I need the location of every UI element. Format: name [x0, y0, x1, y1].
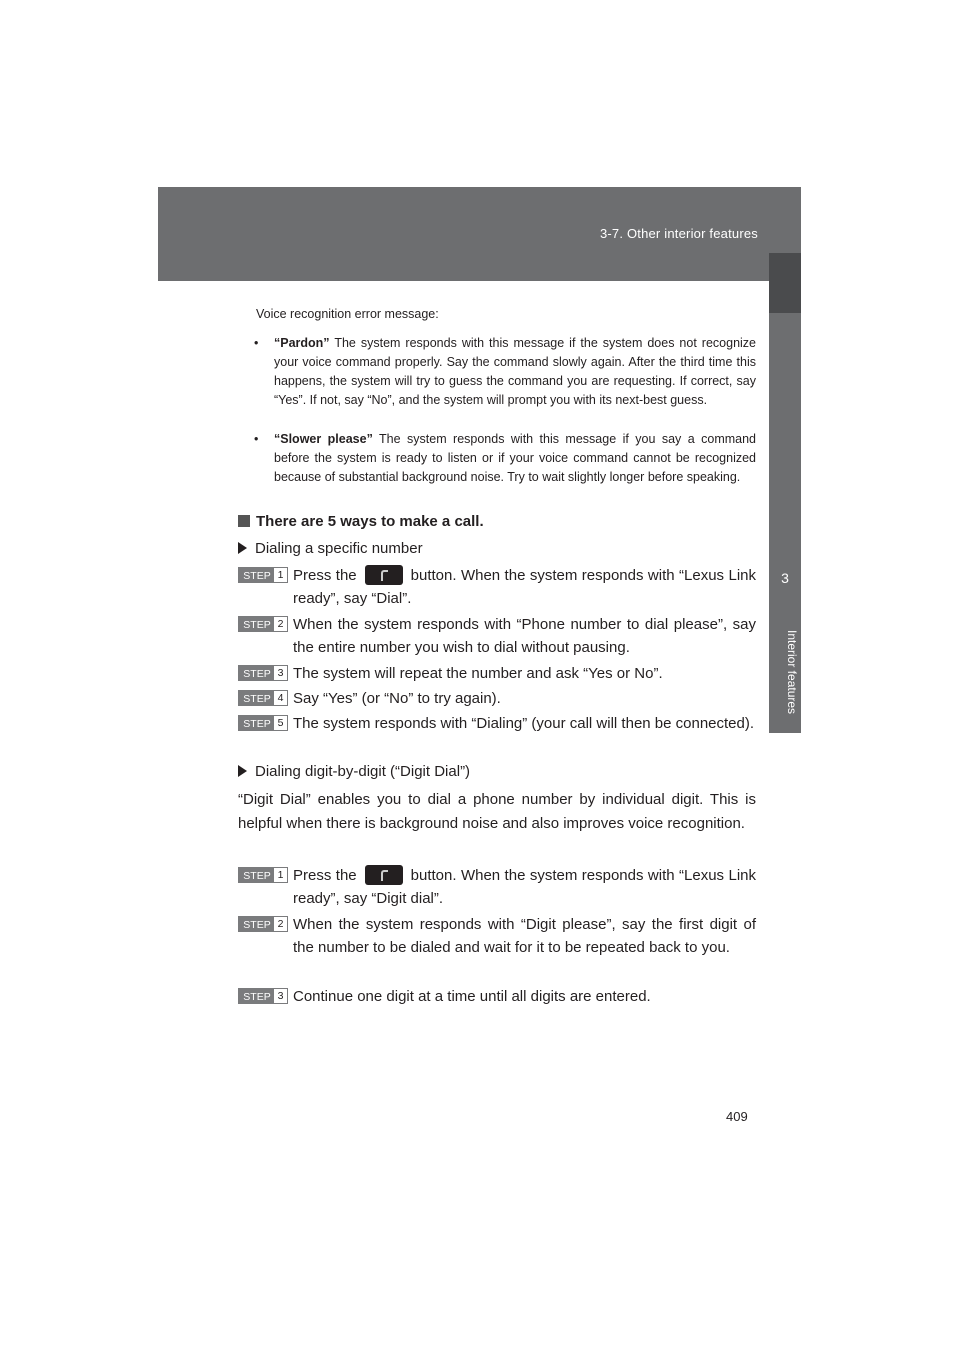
square-bullet-icon [238, 515, 250, 527]
step-badge: STEP 2 [238, 616, 288, 632]
triangle-bullet-icon [238, 765, 247, 777]
digit-step-1 [238, 864, 756, 910]
error-item-pardon [254, 334, 756, 410]
step-4 [238, 687, 756, 710]
step-3 [238, 662, 756, 685]
step-2 [238, 613, 756, 659]
step-5 [238, 712, 756, 735]
bullet-dot: • [254, 432, 259, 446]
step-badge: STEP 3 [238, 665, 288, 681]
step-badge: STEP 4 [238, 690, 288, 706]
step-text: Continue one digit at a time until all digits are entered. [293, 988, 651, 1005]
error-term: “Slower please” [274, 432, 373, 446]
step-text: button. When the system responds with “Lexus Link ready”, say “Dial”. [293, 567, 756, 607]
step-badge: STEP 1 [238, 867, 288, 883]
chapter-number: 3 [781, 570, 789, 586]
error-message-intro: Voice recognition error message: [256, 307, 439, 321]
step-text: Press the [293, 867, 357, 884]
subheading-digit-dial [238, 763, 470, 780]
step-text: The system will repeat the number and ask “Yes or No”. [293, 665, 663, 682]
talk-button-icon [365, 565, 403, 585]
digit-dial-description: “Digit Dial” enables you to dial a phone number by individual digit. This is helpful when there is background noise and also improves voice recognition. [238, 791, 756, 832]
talk-button-icon [365, 865, 403, 885]
chapter-box [769, 253, 801, 313]
step-text: button. When the system responds with “Lexus Link ready”, say “Digit dial”. [293, 867, 756, 907]
step-text: Say “Yes” (or “No” to try again). [293, 690, 501, 707]
step-text: When the system responds with “Phone number to dial please”, say the entire number you wish to dial without pausing. [293, 616, 756, 656]
error-term: “Pardon” [274, 336, 330, 350]
bullet-dot: • [254, 336, 259, 350]
step-1 [238, 564, 756, 610]
triangle-bullet-icon [238, 542, 247, 554]
step-badge: STEP 2 [238, 916, 288, 932]
error-description: The system responds with this message if the system does not recognize your voice command properly. Say the command slowly again. After the third time this happens, the system will try to guess the command you are requesting. If correct, say “Yes”. If not, say “No”, and the system will prompt you with its next-best guess. [274, 336, 756, 407]
subheading-text: Dialing digit-by-digit (“Digit Dial”) [255, 763, 471, 780]
step-badge: STEP 5 [238, 715, 288, 731]
subheading-text: Dialing a specific number [255, 540, 423, 557]
subheading-specific-number [238, 540, 423, 557]
page-number: 409 [726, 1109, 748, 1124]
error-description: The system responds with this message if you say a command before the system is ready to listen or if your voice command cannot be recognized because of substantial background noise. Try to wait slightly longer before speaking. [274, 432, 757, 484]
digit-step-3 [238, 985, 756, 1008]
step-text: When the system responds with “Digit please”, say the first digit of the number to be dialed and wait for it to be repeated back to you. [293, 916, 756, 956]
section-heading-text: There are 5 ways to make a call. [256, 513, 484, 530]
step-text: Press the [293, 567, 357, 584]
error-item-slower [254, 430, 756, 487]
digit-step-2 [238, 913, 756, 959]
chapter-label: Interior features [785, 630, 799, 715]
step-badge: STEP 1 [238, 567, 288, 583]
step-text: The system responds with “Dialing” (your call will then be connected). [293, 715, 755, 732]
section-title: 3-7. Other interior features [599, 226, 758, 241]
step-badge: STEP 3 [238, 988, 288, 1004]
section-heading [238, 513, 484, 530]
